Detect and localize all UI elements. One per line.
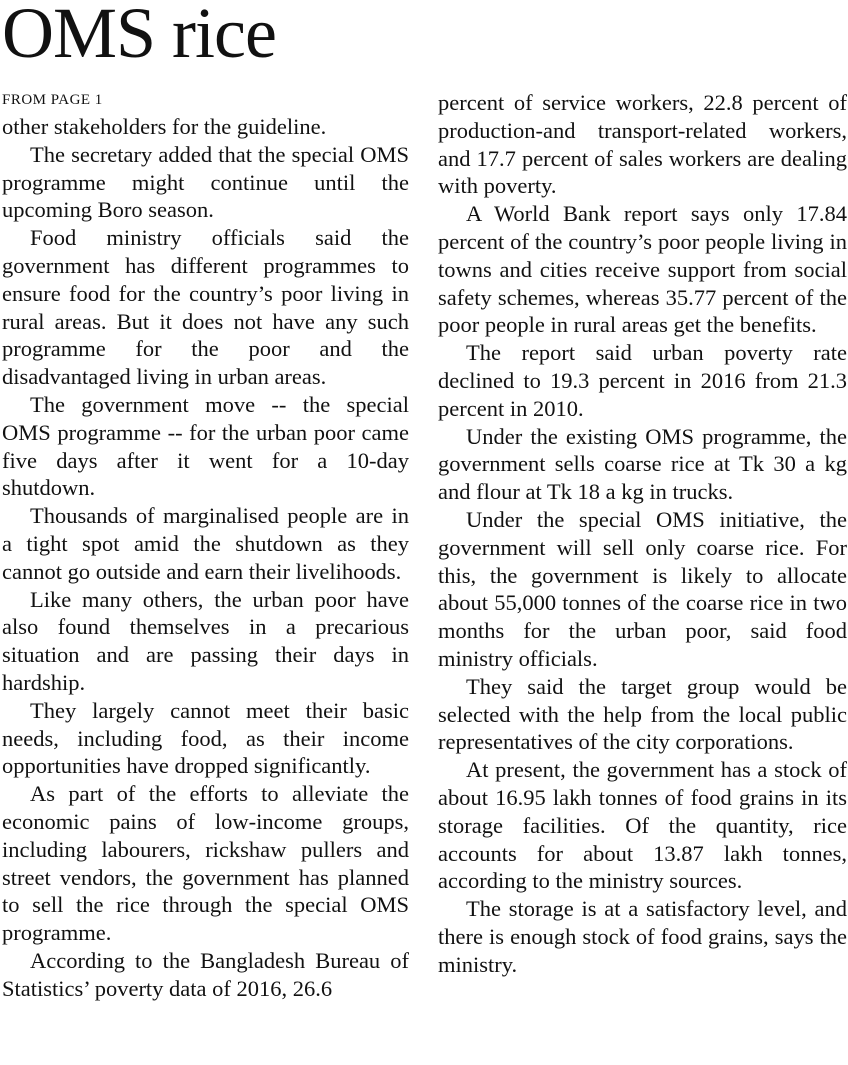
article-column-right (438, 89, 847, 979)
paragraph: other stakeholders for the guideline. (2, 114, 327, 139)
continuation-kicker: FROM PAGE 1 (2, 92, 103, 108)
paragraph: As part of the efforts to alleviate the economic pains of low-income groups, including labourers, rickshaw pullers and street vendors, the government has planned to sell the rice through the special OMS programme. (2, 781, 409, 946)
paragraph: Like many others, the urban poor have also found themselves in a precarious situation and are passing their days in hardship. (2, 586, 409, 695)
paragraph: Under the existing OMS programme, the government sells coarse rice at Tk 30 a kg and flour at Tk 18 a kg in trucks. (438, 423, 847, 505)
headline: OMS rice (2, 0, 276, 73)
paragraph: They largely cannot meet their basic needs, including food, as their income opportunities have dropped significantly. (2, 697, 409, 779)
paragraph: At present, the government has a stock of about 16.95 lakh tonnes of food grains in its storage facilities. Of the quantity, rice accounts for about 13.87 lakh tonnes, according to the ministry sources. (438, 757, 847, 894)
paragraph: percent of service workers, 22.8 percent of production-and transport-related workers, and 17.7 percent of sales workers are dealing with poverty. (438, 90, 847, 199)
paragraph: The storage is at a satisfactory level, and there is enough stock of food grains, says the ministry. (438, 896, 847, 977)
paragraph: According to the Bangladesh Bureau of Statistics’ poverty data of 2016, 26.6 (2, 947, 409, 1001)
paragraph: Thousands of marginalised people are in a tight spot amid the shutdown as they cannot go outside and earn their livelihoods. (2, 503, 409, 584)
article-column-left (2, 113, 409, 1003)
paragraph: Food ministry officials said the government has different programmes to ensure food for the country’s poor living in rural areas. But it does not have any such programme for the poor and the disadvantaged living in urban areas. (2, 225, 409, 390)
paragraph: They said the target group would be selected with the help from the local public representatives of the city corporations. (438, 673, 847, 755)
paragraph: The report said urban poverty rate declined to 19.3 percent in 2016 from 21.3 percent in 2010. (438, 340, 847, 421)
paragraph: Under the special OMS initiative, the government will sell only coarse rice. For this, the government is likely to allocate about 55,000 tonnes of the coarse rice in two months for the urban poor, said food ministry officials. (438, 506, 847, 671)
paragraph: The secretary added that the special OMS programme might continue until the upcoming Boro season. (2, 141, 409, 223)
paragraph: A World Bank report says only 17.84 percent of the country’s poor people living in towns and cities receive support from social safety schemes, whereas 35.77 percent of the poor people in rural areas get the benefits. (438, 201, 847, 338)
paragraph: The government move -- the special OMS programme -- for the urban poor came five days after it went for a 10-day shutdown. (2, 391, 409, 501)
